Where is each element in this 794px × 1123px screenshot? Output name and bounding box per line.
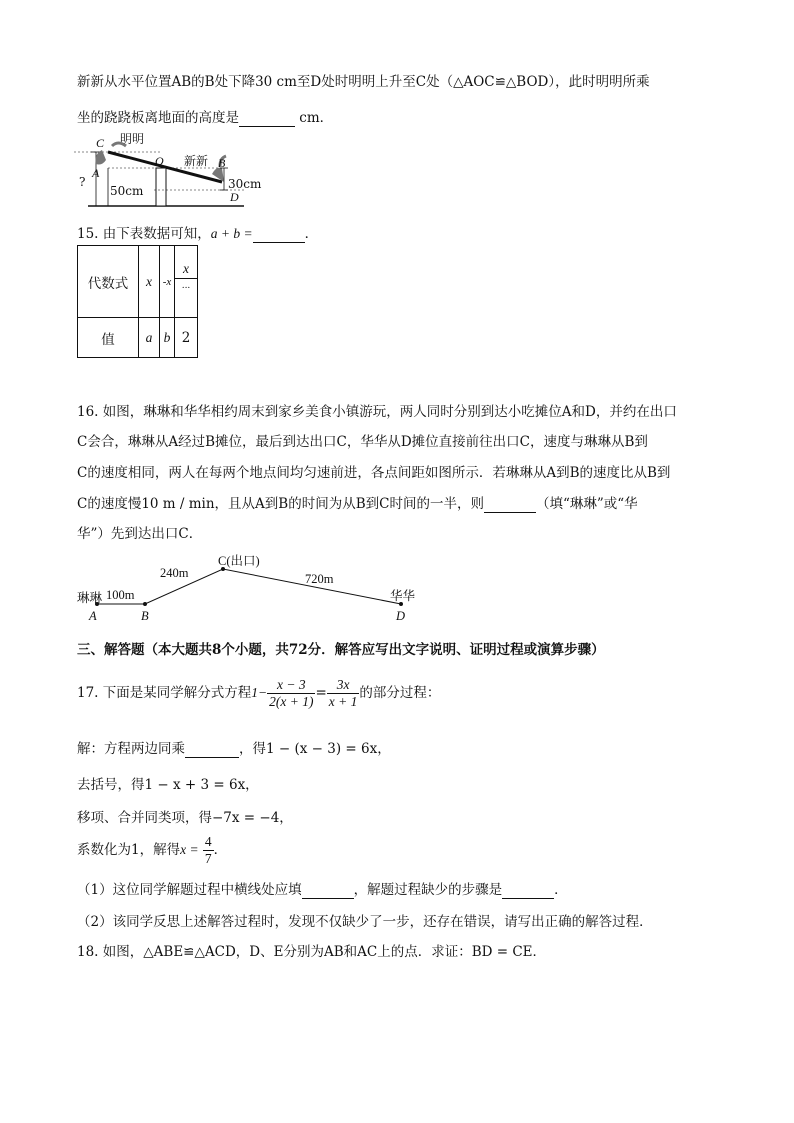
q17-sub1-prefix: （1）这位同学解题过程中横线处应填 bbox=[77, 882, 302, 898]
q17-fraction-2 bbox=[327, 677, 360, 710]
q17-stem bbox=[77, 672, 440, 714]
q17-step3: 移项、合并同类项，得−7x = −4， bbox=[77, 810, 293, 826]
fig-label-question: ? bbox=[79, 175, 86, 189]
fig-label-D: D bbox=[396, 609, 406, 623]
q17-answer-num: 4 bbox=[204, 834, 212, 849]
q17-step4-suffix: ． bbox=[213, 842, 228, 858]
q17-step2: 去括号，得1 − x + 3 = 6x， bbox=[77, 777, 259, 793]
q15-stem-prefix: 15. 由下表数据可知， bbox=[77, 226, 211, 242]
table-cell-expr-3-den: ... bbox=[181, 281, 191, 291]
fig-label-D: D bbox=[230, 190, 239, 204]
answer-blank[interactable] bbox=[302, 882, 354, 899]
fig-label-B: B bbox=[141, 609, 149, 623]
q17-step4-prefix: 系数化为1，解得 bbox=[77, 842, 181, 858]
q17-step4 bbox=[77, 830, 227, 870]
answer-blank[interactable] bbox=[253, 226, 305, 243]
q16-line4 bbox=[77, 492, 638, 513]
table-cell-expr-2: -x bbox=[160, 246, 175, 318]
answer-blank[interactable] bbox=[502, 882, 554, 899]
q17-sub1-mid: ，解题过程缺少的步骤是 bbox=[353, 882, 503, 898]
q17-fraction-1-den: 2(x + 1) bbox=[269, 694, 314, 709]
q17-stem-suffix: 的部分过程： bbox=[359, 685, 441, 701]
q17-step4-x: x = bbox=[180, 842, 199, 857]
fig-label-100m: 100m bbox=[106, 588, 135, 602]
q17-answer-fraction bbox=[203, 834, 214, 867]
q14-line2-prefix: 坐的跷跷板离地面的高度是 bbox=[77, 110, 239, 126]
q17-fraction-2-num: 3x bbox=[327, 677, 360, 694]
q15-stem bbox=[77, 222, 318, 243]
q16-line3: C的速度相同，两人在每两个地点间均匀速前进，各点间距如图所示．若琳琳从A到B的速度比从B到 bbox=[77, 465, 671, 481]
q17-step1 bbox=[77, 737, 391, 758]
fig-label-50cm: 50cm bbox=[110, 184, 144, 198]
table-row-label: 值 bbox=[78, 318, 139, 358]
table-row-label: 代数式 bbox=[78, 246, 139, 318]
fig-label-mingming: 明明 bbox=[120, 132, 145, 146]
table-cell-value-1: a bbox=[139, 318, 160, 358]
q17-eq-one: 1− bbox=[251, 685, 268, 700]
fig-label-xinxin: 新新 bbox=[184, 154, 209, 168]
q14-line2 bbox=[77, 106, 333, 127]
q17-answer-den: 7 bbox=[204, 851, 212, 866]
q16-line4-suffix: （填“琳琳”或“华 bbox=[535, 496, 638, 512]
q15-stem-expr: a + b = bbox=[210, 226, 253, 241]
q17-stem-prefix: 17. 下面是某同学解分式方程 bbox=[77, 685, 252, 701]
q16-line4-prefix: C的速度慢10 m / min，且从A到B的时间为从B到C时间的一半，则 bbox=[77, 496, 484, 512]
q14-line1: 新新从水平位置AB的B处下降30 cm至D处时明明上升至C处（△AOC≌△BOD），此时明明所乘 bbox=[77, 74, 650, 90]
data-table bbox=[77, 245, 198, 358]
fig-label-720m: 720m bbox=[305, 572, 334, 586]
q17-step1-suffix: ，得1 − (x − 3) = 6x， bbox=[239, 741, 391, 757]
q17-sub1 bbox=[77, 878, 568, 899]
fig-label-C: C bbox=[96, 136, 105, 150]
q18-text: 18. 如图，△ABE≌△ACD，D、E分别为AB和AC上的点．求证：BD = CE． bbox=[77, 944, 547, 960]
q16-line1: 16. 如图，琳琳和华华相约周末到家乡美食小镇游玩，两人同时分别到达小吃摊位A和D，并约在出口 bbox=[77, 404, 677, 420]
table-cell-expr-3-num: x bbox=[175, 260, 197, 279]
fig-label-A: A bbox=[92, 166, 100, 180]
q17-eq-sign: = bbox=[315, 685, 327, 701]
section-heading: 三、解答题（本大题共8个小题，共72分．解答应写出文字说明、证明过程或演算步骤） bbox=[77, 642, 605, 658]
fig-label-30cm: 30cm bbox=[228, 177, 262, 191]
table-cell-value-3: 2 bbox=[175, 318, 198, 358]
q16-line2: C会合，琳琳从A经过B摊位，最后到达出口C，华华从D摊位直接前往出口C，速度与琳琳从B到 bbox=[77, 434, 648, 450]
fig-label-B: B bbox=[218, 156, 226, 170]
q17-fraction-1-num: x − 3 bbox=[267, 677, 315, 694]
table-cell-value-2: b bbox=[160, 318, 175, 358]
answer-blank[interactable] bbox=[484, 496, 536, 513]
fig-label-A: A bbox=[89, 609, 97, 623]
fig-label-huahua: 华华 bbox=[390, 588, 416, 603]
q16-line5: 华”）先到达出口C． bbox=[77, 526, 203, 542]
table-cell-expr-3 bbox=[175, 246, 198, 318]
table-cell-expr-1: x bbox=[139, 246, 160, 318]
q17-fraction-2-den: x + 1 bbox=[328, 694, 358, 709]
fig-label-exit-C: C(出口) bbox=[218, 554, 260, 568]
q17-sub1-suffix: ． bbox=[554, 882, 568, 898]
answer-blank[interactable] bbox=[239, 110, 295, 127]
answer-blank[interactable] bbox=[185, 741, 239, 758]
q17-fraction-1 bbox=[267, 677, 315, 710]
fig-label-240m: 240m bbox=[160, 566, 189, 580]
fig-label-O: O bbox=[155, 154, 164, 168]
q17-sub2: （2）该同学反思上述解答过程时，发现不仅缺少了一步，还存在错误，请写出正确的解答过程． bbox=[77, 914, 653, 930]
fig-label-linlin: 琳琳 bbox=[77, 590, 103, 605]
q14-line2-suffix: cm． bbox=[299, 110, 334, 126]
q15-stem-suffix: ． bbox=[304, 226, 319, 242]
q17-step1-prefix: 解：方程两边同乘 bbox=[77, 741, 185, 757]
